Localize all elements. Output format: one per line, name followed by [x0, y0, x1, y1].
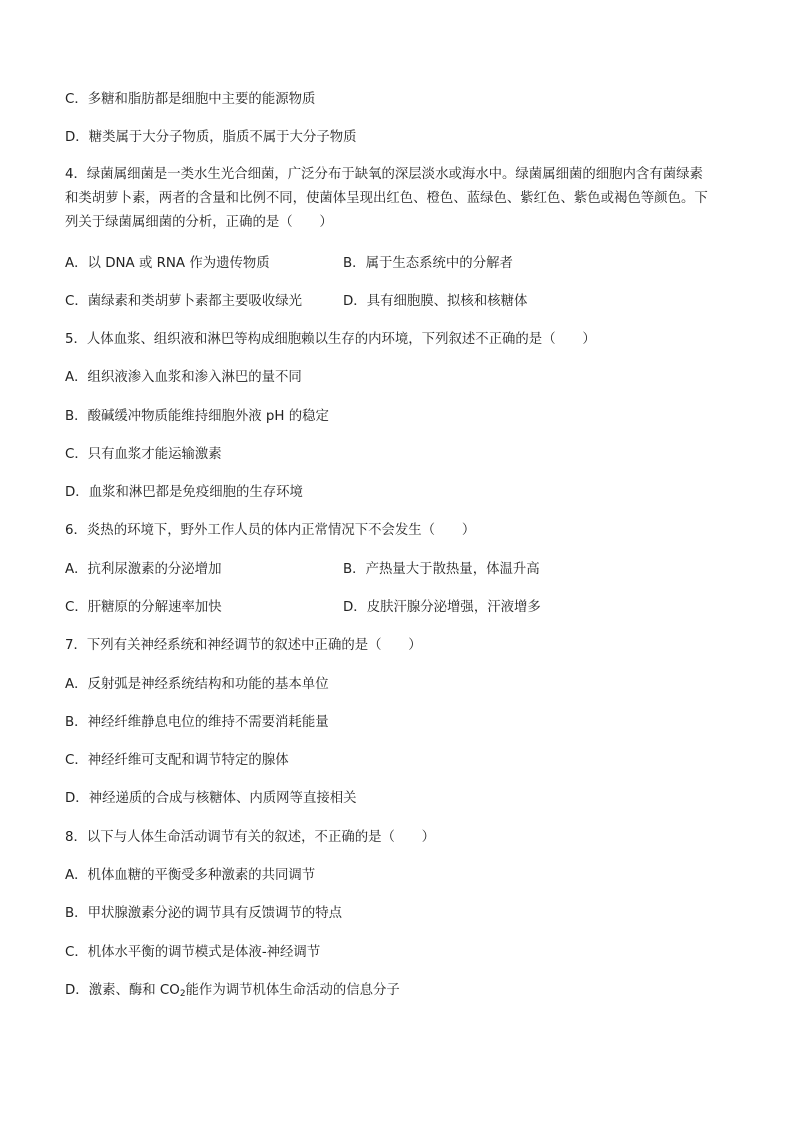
q8-option-a: A．机体血糖的平衡受多种激素的共同调节 — [65, 868, 316, 883]
q6-option-d: D．皮肤汗腺分泌增强，汗液增多 — [343, 600, 541, 615]
q8-option-c: C．机体水平衡的调节模式是体液-神经调节 — [65, 945, 321, 960]
q5-option-a: A．组织液渗入血浆和渗入淋巴的量不同 — [65, 370, 302, 385]
q7-stem: 7．下列有关神经系统和神经调节的叙述中正确的是（ ） — [65, 638, 422, 653]
q4-stem-line-2: 和类胡萝卜素，两者的含量和比例不同，使菌体呈现出红色、橙色、蓝绿色、紫红色、紫色或褐色等颜色。下 — [65, 191, 708, 206]
q6-option-b: B．产热量大于散热量，体温升高 — [343, 562, 540, 577]
q7-option-b: B．神经纤维静息电位的维持不需要消耗能量 — [65, 715, 329, 730]
q7-option-a: A．反射弧是神经系统结构和功能的基本单位 — [65, 677, 329, 692]
q4-stem-line-1: 4．绿菌属细菌是一类水生光合细菌，广泛分布于缺氧的深层淡水或海水中。绿菌属细菌的细胞内含有菌绿素 — [65, 167, 703, 182]
q5-option-c: C．只有血浆才能运输激素 — [65, 447, 222, 462]
q5-stem: 5．人体血浆、组织液和淋巴等构成细胞赖以生存的内环境，下列叙述不正确的是（ ） — [65, 332, 596, 347]
q3-option-d: D．糖类属于大分子物质，脂质不属于大分子物质 — [65, 130, 357, 145]
q7-option-c: C．神经纤维可支配和调节特定的腺体 — [65, 753, 289, 768]
q4-option-c: C．菌绿素和类胡萝卜素都主要吸收绿光 — [65, 294, 302, 309]
q6-option-c: C．肝糖原的分解速率加快 — [65, 600, 222, 615]
q4-option-a: A．以 DNA 或 RNA 作为遗传物质 — [65, 256, 270, 271]
q8-option-d — [65, 981, 400, 1004]
q5-option-b: B．酸碱缓冲物质能维持细胞外液 pH 的稳定 — [65, 409, 329, 424]
q8-option-d-subscript: 2 — [179, 989, 186, 999]
q5-option-d: D．血浆和淋巴都是免疫细胞的生存环境 — [65, 485, 303, 500]
q8-stem: 8．以下与人体生命活动调节有关的叙述，不正确的是（ ） — [65, 830, 436, 845]
q8-option-b: B．甲状腺激素分泌的调节具有反馈调节的特点 — [65, 906, 342, 921]
q3-option-c: C．多糖和脂肪都是细胞中主要的能源物质 — [65, 92, 316, 107]
q6-stem: 6．炎热的环境下，野外工作人员的体内正常情况下不会发生（ ） — [65, 523, 476, 538]
q8-option-d-suffix: 能作为调节机体生命活动的信息分子 — [185, 983, 400, 998]
q4-option-b: B．属于生态系统中的分解者 — [343, 256, 513, 271]
q7-option-d: D．神经递质的合成与核糖体、内质网等直接相关 — [65, 791, 357, 806]
q6-option-a: A．抗利尿激素的分泌增加 — [65, 562, 222, 577]
q8-option-d-prefix: D．激素、酶和 CO — [65, 983, 180, 998]
q4-stem-line-3: 列关于绿菌属细菌的分析，正确的是（ ） — [65, 215, 333, 230]
q4-option-d: D．具有细胞膜、拟核和核糖体 — [343, 294, 528, 309]
